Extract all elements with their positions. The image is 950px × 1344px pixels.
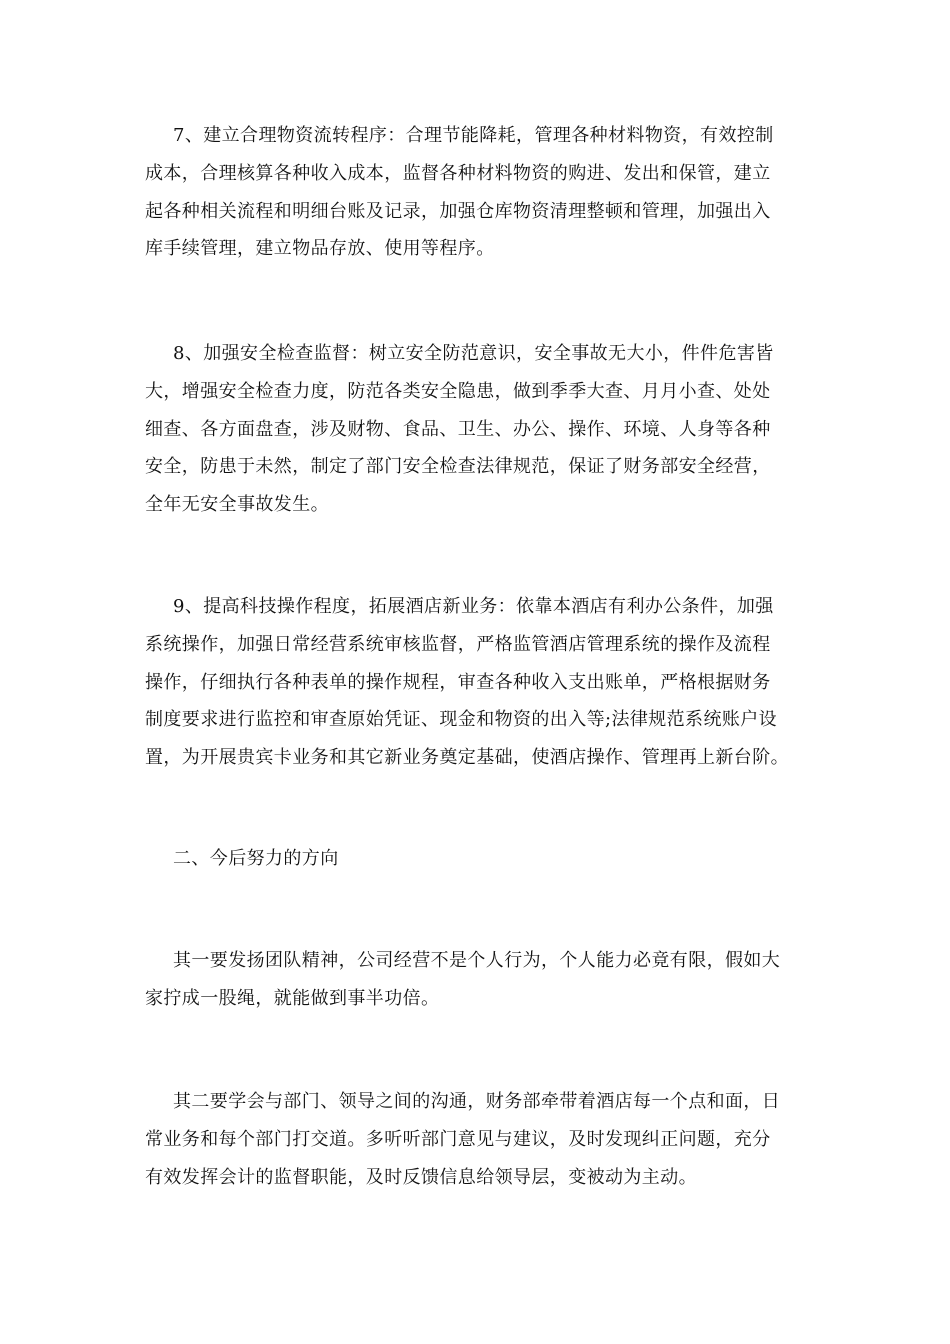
text-line: 其二要学会与部门、领导之间的沟通，财务部牵带着酒店每一个点和面，日	[173, 1091, 781, 1112]
paragraph-item-7	[145, 117, 815, 268]
paragraph-direction-1	[145, 942, 815, 1018]
text-line: 置，为开展贵宾卡业务和其它新业务奠定基础，使酒店操作、管理再上新台阶。	[145, 747, 789, 769]
text-line: 有效发挥会计的监督职能，及时反馈信息给领导层，变被动为主动。	[145, 1166, 697, 1188]
paragraph-item-9	[145, 588, 815, 777]
text-line: 家拧成一股绳，就能做到事半功倍。	[145, 987, 440, 1009]
text-line: 7、建立合理物资流转程序：合理节能降耗，管理各种材料物资，有效控制	[173, 125, 774, 146]
text-line: 起各种相关流程和明细台账及记录，加强仓库物资清理整顿和管理，加强出入	[145, 200, 771, 222]
text-line: 操作，仔细执行各种表单的操作规程，审查各种收入支出账单，严格根据财务	[145, 671, 771, 693]
text-line: 成本，合理核算各种收入成本，监督各种材料物资的购进、发出和保管，建立	[145, 162, 771, 184]
text-line: 9、提高科技操作程度，拓展酒店新业务：依靠本酒店有利办公条件，加强	[173, 596, 774, 617]
text-line: 8、加强安全检查监督：树立安全防范意识，安全事故无大小，件件危害皆	[173, 343, 774, 364]
text-line: 大，增强安全检查力度，防范各类安全隐患，做到季季大查、月月小查、处处	[145, 380, 771, 402]
text-line: 系统操作，加强日常经营系统审核监督，严格监管酒店管理系统的操作及流程	[145, 633, 771, 655]
section-heading	[145, 840, 815, 878]
text-line: 安全，防患于未然，制定了部门安全检查法律规范，保证了财务部安全经营，	[145, 456, 771, 478]
text-line: 常业务和每个部门打交道。多听听部门意见与建议，及时发现纠正问题，充分	[145, 1128, 771, 1150]
text-line: 其一要发扬团队精神，公司经营不是个人行为，个人能力必竟有限，假如大	[173, 950, 781, 971]
paragraph-direction-2	[145, 1083, 815, 1196]
text-line: 库手续管理，建立物品存放、使用等程序。	[145, 238, 495, 260]
text-line: 制度要求进行监控和审查原始凭证、现金和物资的出入等;法律规范系统账户设	[145, 709, 778, 731]
text-line: 全年无安全事故发生。	[145, 494, 329, 516]
heading-text: 二、今后努力的方向	[173, 848, 339, 869]
text-line: 细查、各方面盘查，涉及财物、食品、卫生、办公、操作、环境、人身等各种	[145, 418, 771, 440]
paragraph-item-8	[145, 335, 815, 524]
